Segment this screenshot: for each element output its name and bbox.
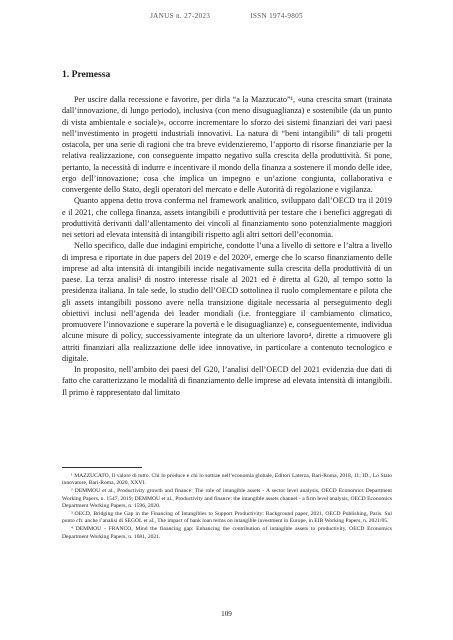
body-text bbox=[62, 94, 392, 398]
footnote-2: ² DEMMOU et al., Productivity growth and finance: The role of intangible assets - A sector level analysis, OECD Economics Department Working Papers, n. 1547, 2019; DEMMOU et al., Productivity and finance: the intangible assets channel - a firm level analysis, OECD Economics Department Working Papers, n. 1596, 2020. bbox=[62, 488, 392, 509]
page-number: 109 bbox=[221, 610, 232, 618]
footnote-3: ³ OECD, Bridging the Gap in the Financing of Intangibles to Support Productivity: Background paper, 2021, OECD Publishing, Paris. Sul punto cfr. anche l’analisi di SEGOL et al., The impact of bank loan terms on intangible investment in Europe, in EIB Working Papers, n. 2021/05. bbox=[62, 511, 392, 525]
paragraph-2: Quanto appena detto trova conferma nel framework analitico, sviluppato dall’OECD tra il 2019 e il 2021, che collega finanza, assets intangibili e produttività per testare che i benefici aggregati di produttività derivanti dall’allentamento dei vincoli al finanziamento sono potenzialmente maggiori nei settori ad elevata intensità di intangibili rispetto agli altri settori dell’economia. bbox=[62, 196, 392, 239]
section-title: 1. Premessa bbox=[62, 69, 111, 80]
paragraph-3: Nello specifico, dalle due indagini empiriche, condotte l’una a livello di settore e l’altra a livello di impresa e riportate in due papers del 2019 e del 2020², emerge che lo scarso finanziamento delle imprese ad alta intensità di intangibili incide negativamente sulla crescita della produttività di un paese. La terza analisi³ di nostro interesse risale al 2021 ed è diretta al G20, al tempo sotto la presidenza italiana. In tale sede, lo studio dell’OECD sottolinea il ruolo complementare e pilota che gli assets intangibili possono avere nella transizione digitale necessaria al perseguimento degli obiettivi inclusi nell’agenda dei leader mondiali (i.e. fronteggiare il cambiamento climatico, promuovere l’innovazione e superare la povertà e le disuguaglianze) e, conseguentemente, individua alcune misure di policy, successivamente integrate da un ulteriore lavoro⁴, dirette a rimuovere gli attriti finanziari alla realizzazione delle idee innovative, in particolare a contenuto tecnologico e digitale. bbox=[62, 241, 392, 363]
paragraph-4: In proposito, nell’ambito dei paesi del G20, l’analisi dell’OECD del 2021 evidenzia due dati di fatto che caratterizzano le modalità di finanziamento delle imprese ad elevata intensità di intangibili. Il primo è rappresentato dal limitato bbox=[62, 365, 392, 397]
footnotes bbox=[62, 473, 392, 542]
footnote-divider bbox=[62, 467, 142, 468]
running-header bbox=[0, 12, 453, 20]
footnote-1: ¹ MAZZUCATO, Il valore di tutto. Chi lo produce e chi lo sottrae nell’economia globale, Editori Laterza, Bari-Roma, 2018, 11; ID., Lo Stato innovatore, Bari-Roma, 2020, XXVI. bbox=[62, 473, 392, 487]
issn-number: ISSN 1974-9805 bbox=[250, 12, 303, 20]
journal-name: JANUS n. 27-2023 bbox=[150, 12, 211, 20]
footnote-4: ⁴ DEMMOU - FRANCO, Mind the financing gap: Enhancing the contribution of intangible assets to productivity, OECD Economics Department Working Papers, n. 1681, 2021. bbox=[62, 526, 392, 540]
paragraph-1: Per uscire dalla recessione e favorire, per dirla “a la Mazzucato”¹, «una crescita smart (trainata dall’innovazione, di lungo periodo), inclusiva (con meno disuguaglianza) e sostenibile (da un punto di vista ambientale e sociale)», occorre incrementare lo sforzo dei sistemi finanziari dei vari paesi nell’investimento in progetti industriali innovativi. La natura di “beni intangibili” di tali progetti ostacola, per una serie di ragioni che tra breve evidenzieremo, l’apporto di risorse finanziarie per la relativa realizzazione, con conseguente impatto negativo sulla crescita della produttività. Si pone, pertanto, la necessità di indurre e incentivare il mondo della finanza a sostenere il mondo delle idee, ergo dell’innovazione; cosa che implica un impegno e un’azione congiunta, collaborativa e convergente dello Stato, degli operatori del mercato e delle Autorità di regolazione e vigilanza. bbox=[62, 95, 392, 194]
